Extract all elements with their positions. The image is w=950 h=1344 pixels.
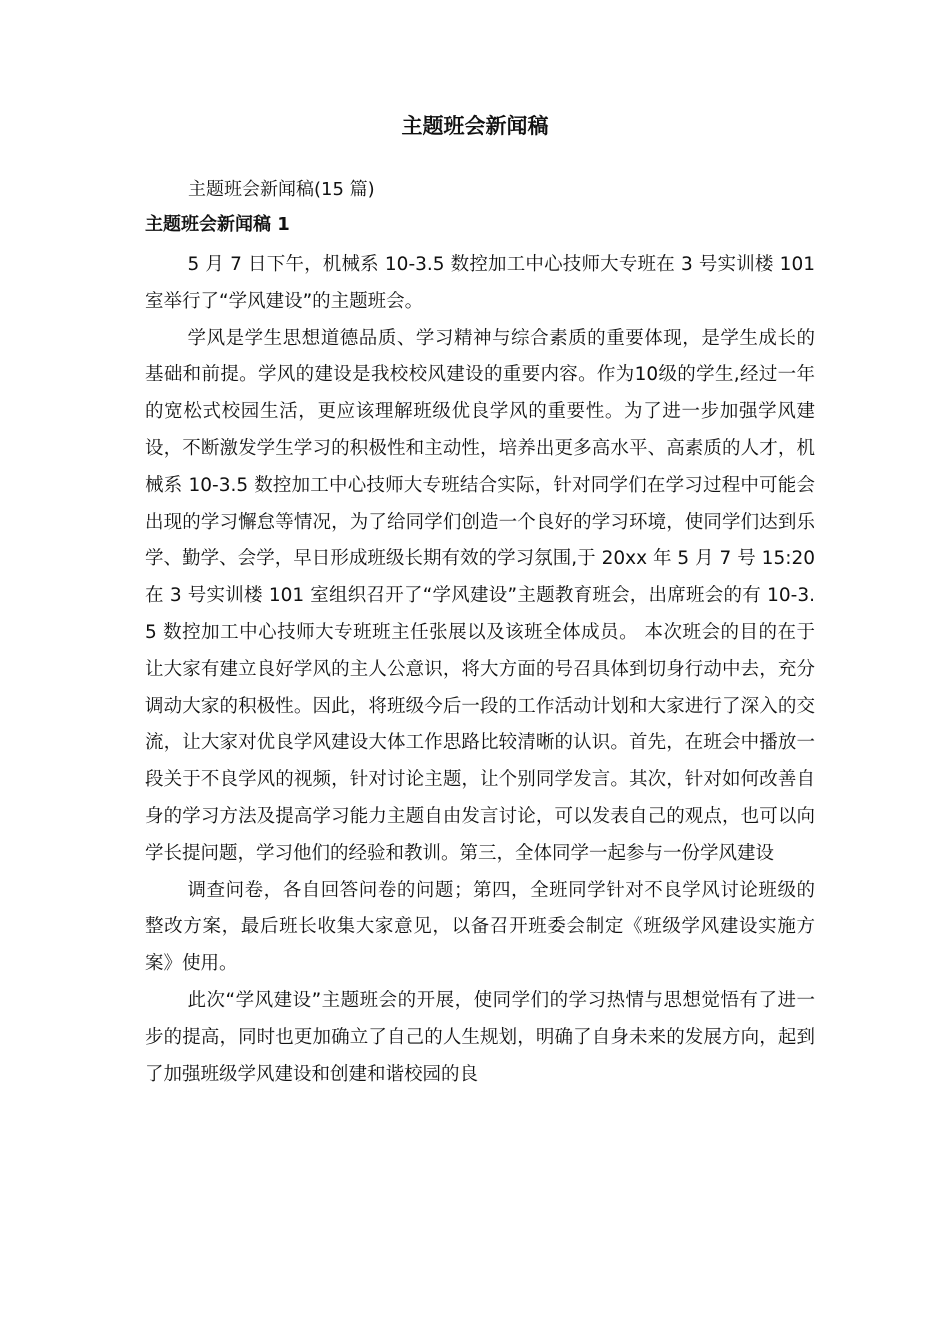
document-title: 主题班会新闻稿 [401, 114, 549, 138]
paragraph-1: 5 月 7 日下午，机械系 10-3.5 数控加工中心技师大专班在 3 号实训楼 101 室举行了“学风建设”的主题班会。 [145, 254, 815, 312]
document-subtitle: 主题班会新闻稿(15 篇) [188, 179, 375, 200]
section-heading: 主题班会新闻稿 1 [145, 214, 290, 235]
paragraph-4: 此次“学风建设”主题班会的开展，使同学们的学习热情与思想觉悟有了进一步的提高，同时也更加确立了自己的人生规划，明确了自身未来的发展方向，起到了加强班级学风建设和创建和谐校园的良 [145, 989, 815, 1085]
article-body [145, 247, 815, 1093]
paragraph-3: 调查问卷，各自回答问卷的问题；第四，全班同学针对不良学风讨论班级的整改方案，最后班长收集大家意见，以备召开班委会制定《班级学风建设实施方案》使用。 [145, 879, 815, 975]
paragraph-2: 学风是学生思想道德品质、学习精神与综合素质的重要体现，是学生成长的基础和前提。学风的建设是我校校风建设的重要内容。作为10级的学生,经过一年的宽松式校园生活，更应该理解班级优良学风的重要性。为了进一步加强学风建设，不断激发学生学习的积极性和主动性，培养出更多高水平、高素质的人才，机械系 10-3.5 数控加工中心技师大专班结合实际，针对同学们在学习过程中可能会出现的学习懈怠等情况，为了给同学们创造一个良好的学习环境，使同学们达到乐学、勤学、会学，早日形成班级长期有效的学习氛围,于 20xx 年 5 月 7 号 15:20 在 3 号实训楼 101 室组织召开了“学风建设”主题教育班会，出席班会的有 10-3.5 数控加工中心技师大专班班主任张展以及该班全体成员。 本次班会的目的在于让大家有建立良好学风的主人公意识，将大方面的号召具体到切身行动中去，充分调动大家的积极性。因此，将班级今后一段的工作活动计划和大家进行了深入的交流，让大家对优良学风建设大体工作思路比较清晰的认识。首先，在班会中播放一段关于不良学风的视频，针对讨论主题，让个别同学发言。其次，针对如何改善自身的学习方法及提高学习能力主题自由发言讨论，可以发表自己的观点，也可以向学长提问题，学习他们的经验和教训。第三，全体同学一起参与一份学风建设 [145, 327, 815, 864]
